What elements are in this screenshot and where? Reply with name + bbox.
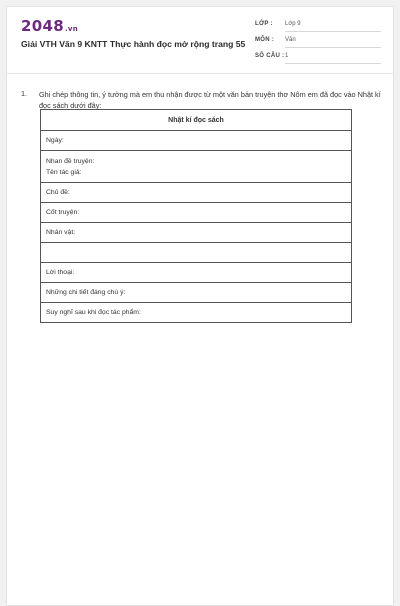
question-text: Ghi chép thông tin, ý tưởng mà em thu nhận được từ một văn bản truyện thơ Nôm em đã đọc vào Nhật kí đọc sách dưới đây: (39, 90, 381, 110)
page-header (7, 7, 393, 73)
row-theme: Chủ đề: (41, 183, 352, 203)
table-header-row (41, 110, 352, 131)
table-row (41, 283, 352, 303)
row-reflection: Suy nghĩ sau khi đọc tác phẩm: (41, 303, 352, 323)
field-story-title: Nhan đề truyện: (46, 157, 95, 165)
meta-row-class (255, 19, 381, 35)
table-row (41, 183, 352, 203)
row-empty (41, 243, 352, 263)
table-row (41, 243, 352, 263)
site-logo[interactable] (21, 17, 78, 35)
meta-label: SỐ CÂU : (255, 53, 285, 59)
header-divider (7, 73, 393, 74)
table-row (41, 263, 352, 283)
row-dialogue: Lời thoại: (41, 263, 352, 283)
table-heading: Nhật kí đọc sách (41, 110, 352, 131)
meta-row-subject (255, 35, 381, 51)
table-row (41, 303, 352, 323)
table-row (41, 131, 352, 151)
question-number: 1. (21, 89, 28, 98)
meta-label: LỚP : (255, 21, 273, 27)
meta-value: Văn (285, 37, 381, 48)
table-row (41, 203, 352, 223)
logo-suffix: .vn (64, 25, 79, 33)
meta-row-question-count (255, 51, 381, 67)
row-notable-details: Những chi tiết đáng chú ý: (41, 283, 352, 303)
reading-diary-table (40, 109, 352, 323)
meta-block (255, 19, 381, 67)
row-plot: Cốt truyện: (41, 203, 352, 223)
meta-label: MÔN : (255, 37, 275, 43)
row-date: Ngày: (41, 131, 352, 151)
row-title-author (41, 151, 352, 183)
table-row (41, 223, 352, 243)
field-author: Tên tác giả: (46, 168, 82, 176)
page-title: Giải VTH Văn 9 KNTT Thực hành đọc mở rộng trang 55 (21, 39, 246, 49)
table-row (41, 151, 352, 183)
worksheet-page (6, 6, 394, 606)
meta-value: Lớp 9 (285, 21, 381, 32)
logo-text: 2048 (21, 17, 64, 35)
meta-value: 1 (285, 53, 381, 64)
row-characters: Nhân vật: (41, 223, 352, 243)
